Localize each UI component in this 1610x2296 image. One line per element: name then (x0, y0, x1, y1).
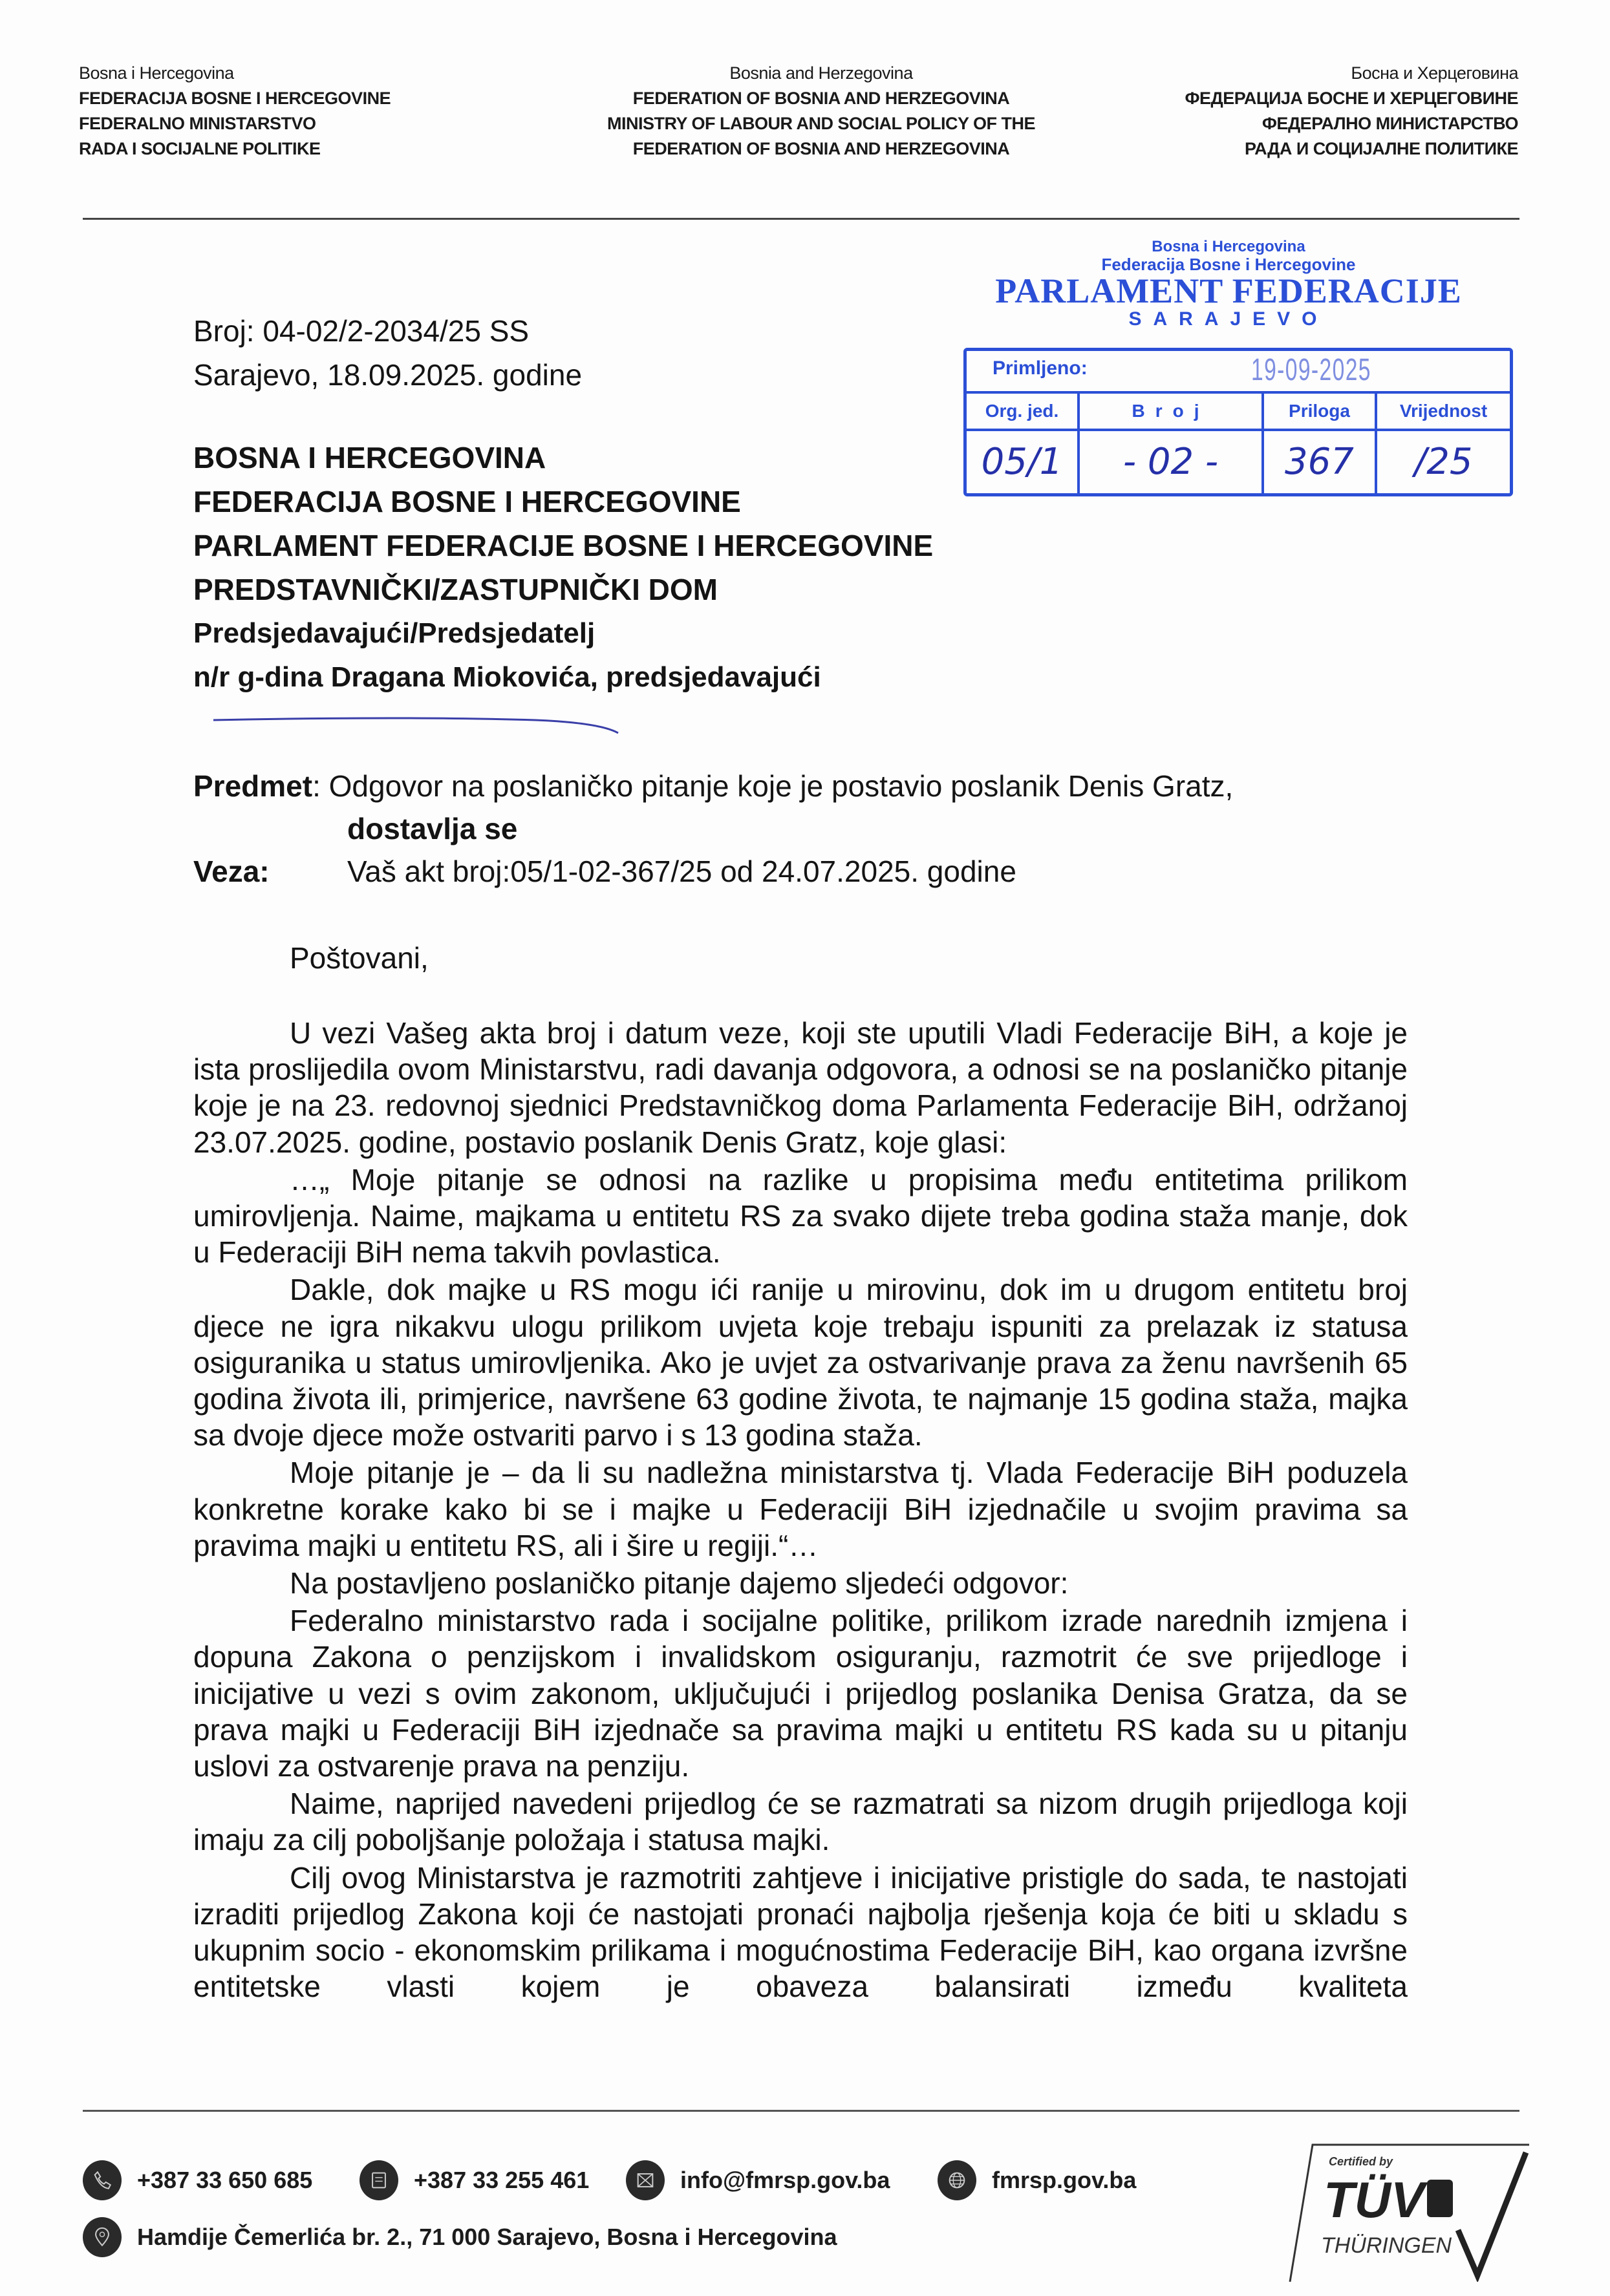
stamp-box (963, 348, 1513, 496)
footer-website (938, 2160, 1136, 2200)
footer-divider (83, 2110, 1519, 2112)
body-paragraph: Naime, naprijed navedeni prijedlog će se razmatrati sa nizom drugih prijedloga koji imaju za cilj poboljšanje položaja i statusa majki. (193, 1787, 1408, 1857)
footer-address (83, 2217, 837, 2257)
letterhead-line: ФЕДЕРАЦИЈА БОСНЕ И ХЕРЦЕГОВИНЕ (1185, 89, 1518, 108)
letterhead-english (504, 61, 1138, 162)
recipient-line: BOSNA I HERCEGOVINA (193, 441, 546, 474)
reference-label: Veza: (193, 855, 270, 888)
subject-label: Predmet (193, 769, 313, 803)
tuv-certification-logo (1264, 2133, 1536, 2282)
stamp-col-header: Org. jed. (967, 394, 1077, 431)
tuv-region-text: THÜRINGEN (1321, 2233, 1452, 2258)
letterhead-cyrillic (1185, 61, 1518, 162)
tuv-brand-text: TÜV (1324, 2171, 1424, 2228)
letterhead-bosnian (79, 61, 391, 162)
subject-text: : Odgovor na poslaničko pitanje koje je postavio poslanik Denis Gratz, (312, 769, 1234, 803)
letterhead-line: FEDERATION OF BOSNIA AND HERZEGOVINA (632, 139, 1010, 158)
stamp-col-value: 367 (1285, 441, 1354, 483)
stamp-received-date: 19-09-2025 (1251, 353, 1371, 387)
letterhead-line: MINISTRY OF LABOUR AND SOCIAL POLICY OF THE (606, 114, 1036, 133)
location-pin-icon (83, 2217, 122, 2257)
stamp-col-value: /25 (1414, 441, 1473, 483)
registry-stamp (963, 238, 1519, 483)
stamp-col-number (1080, 394, 1264, 493)
letter-body (193, 1015, 1408, 2006)
stamp-col-attachments (1264, 394, 1377, 493)
letterhead-line: РАДА И СОЦИЈАЛНЕ ПОЛИТИКЕ (1244, 139, 1518, 158)
stamp-line: Federacija Bosne i Hercegovine (1101, 255, 1356, 274)
document-meta (193, 309, 582, 397)
phone-icon (83, 2160, 122, 2200)
checkmark-icon (1458, 2152, 1526, 2275)
stamp-line: Bosna i Hercegovina (1152, 238, 1305, 255)
phone-number: +387 33 650 685 (137, 2167, 313, 2193)
address-text: Hamdije Čemerlića br. 2., 71 000 Sarajevo, Bosna i Hercegovina (137, 2224, 837, 2250)
recipient-line: n/r g-dina Dragana Miokovića, predsjedavajući (193, 661, 821, 693)
body-paragraph: U vezi Vašeg akta broj i datum veze, koji ste uputili Vladi Federacije BiH, a koje je ista proslijedila ovom Ministarstvu, radi davanja odgovora, a odnosi se na poslaničko pitanje koje je na 23. redovnoj sjednici Predstavničkog doma Parlamenta Federacije BiH, održanoj 23.07.2025. godine, postavio poslanik Denis Gratz, koje glasi: (193, 1016, 1408, 1159)
letterhead-line: Bosna i Hercegovina (79, 63, 234, 83)
stamp-city: SARAJEVO (1128, 308, 1329, 330)
body-paragraph: Na postavljeno poslaničko pitanje dajemo sljedeći odgovor: (290, 1566, 1069, 1600)
recipient-line: PREDSTAVNIČKI/ZASTUPNIČKI DOM (193, 573, 718, 606)
letterhead-line: FEDERATION OF BOSNIA AND HERZEGOVINA (632, 89, 1010, 108)
stamp-received-row (967, 351, 1510, 394)
body-paragraph: Cilj ovog Ministarstva je razmotriti zahtjeve i inicijative pristigle do sada, te nastojati izraditi prijedlog Zakona koji će nastojati pronaći najbolja rješenja koja će biti u skladu s ukupnim socio - ekonomskim prilikama i mogućnostima Federacije BiH, kao organa izvršne entitetske vlasti kojem je obaveza balansirati između kvaliteta (193, 1860, 1408, 2004)
letterhead-line: Bosnia and Herzegovina (729, 63, 913, 83)
footer-email (626, 2160, 890, 2200)
stamp-col-header: Broj (1080, 394, 1261, 431)
footer-phone (83, 2160, 312, 2200)
stamp-col-org (967, 394, 1080, 493)
recipient-line: PARLAMENT FEDERACIJE BOSNE I HERCEGOVINE (193, 529, 934, 562)
stamp-col-value-field (1377, 394, 1510, 493)
fax-icon (360, 2160, 398, 2200)
letterhead-line: RADA I SOCIJALNE POLITIKE (79, 139, 321, 158)
fax-number: +387 33 255 461 (414, 2167, 590, 2193)
subject-block (193, 765, 1233, 893)
website-link[interactable]: fmrsp.gov.ba (992, 2167, 1137, 2193)
email-link[interactable]: info@fmrsp.gov.ba (680, 2167, 890, 2193)
pen-underline (212, 716, 626, 736)
header-divider (83, 218, 1519, 220)
stamp-columns (967, 394, 1510, 493)
stamp-col-header: Priloga (1264, 394, 1375, 431)
coat-of-arms-icon (1427, 2180, 1453, 2217)
footer-fax (360, 2160, 589, 2200)
letterhead-line: ФЕДЕРАЛНО МИНИСТАРСТВО (1261, 114, 1518, 133)
stamp-col-value: 05/1 (981, 441, 1063, 483)
reference-text: Vaš akt broj:05/1-02-367/25 od 24.07.2025. godine (347, 855, 1016, 888)
document-number: Broj: 04-02/2-2034/25 SS (193, 314, 530, 348)
globe-icon (938, 2160, 976, 2200)
subject-text-cont: dostavlja se (347, 812, 518, 845)
salutation: Poštovani, (290, 941, 429, 975)
body-paragraph: Federalno ministarstvo rada i socijalne politike, prilikom izrade narednih izmjena i dopuna Zakona o penzijskom i invalidskom osiguranju, razmotrit će sve prijedloge i inicijative u vezi s ovim zakonom, uključujući i prijedlog poslanika Denisa Gratza, da se prava majki u Federaciji BiH izjednače sa pravima majki u entitetu RS kada su u pitanju uslovi za ostvarenje prava na penziju. (193, 1604, 1408, 1783)
letterhead-line: FEDERACIJA BOSNE I HERCEGOVINE (79, 89, 391, 108)
letterhead-line: Босна и Херцеговина (1351, 63, 1518, 83)
quoted-paragraph: Moje pitanje je – da li su nadležna ministarstva tj. Vlada Federacije BiH poduzela konkretne korake kako bi se i majke u Federaciji BiH izjednačile u svojim pravima sa pravima majki u entitetu RS, ali i šire u regiji.“… (193, 1456, 1408, 1562)
recipient-line: Predsjedavajući/Predsjedatelj (193, 617, 596, 649)
recipient-line: FEDERACIJA BOSNE I HERCEGOVINE (193, 485, 741, 518)
stamp-title: PARLAMENT FEDERACIJE (995, 271, 1462, 310)
stamp-col-header: Vrijednost (1377, 394, 1510, 431)
document-place-date: Sarajevo, 18.09.2025. godine (193, 358, 583, 392)
mail-icon (626, 2160, 665, 2200)
stamp-received-label: Primljeno: (993, 357, 1088, 379)
recipient-block (193, 436, 933, 699)
letterhead-line: FEDERALNO MINISTARSTVO (79, 114, 316, 133)
quoted-paragraph: …„ Moje pitanje se odnosi na razlike u propisima među entitetima prilikom umirovljenja. Naime, majkama u entitetu RS za svako dijete treba godina staža manje, dok u Federaciji BiH nema takvih povlastica. (193, 1162, 1408, 1270)
stamp-col-value: - 02 - (1122, 441, 1219, 483)
certified-by-text: Certified by (1329, 2155, 1393, 2168)
quoted-paragraph: Dakle, dok majke u RS mogu ići ranije u mirovinu, dok im u drugom entitetu broj djece ne igra nikakvu ulogu prilikom uvjeta koje trebaju ispuniti za prelazak iz statusa osiguranika u status umirovljenika. Ako je uvjet za ostvarivanje prava za ženu navršenih 65 godina života ili, primjerice, navršene 63 godine života, te najmanje 15 godina staža, majka sa dvoje djece može ostvariti parvo i s 13 godina staža. (193, 1273, 1408, 1452)
